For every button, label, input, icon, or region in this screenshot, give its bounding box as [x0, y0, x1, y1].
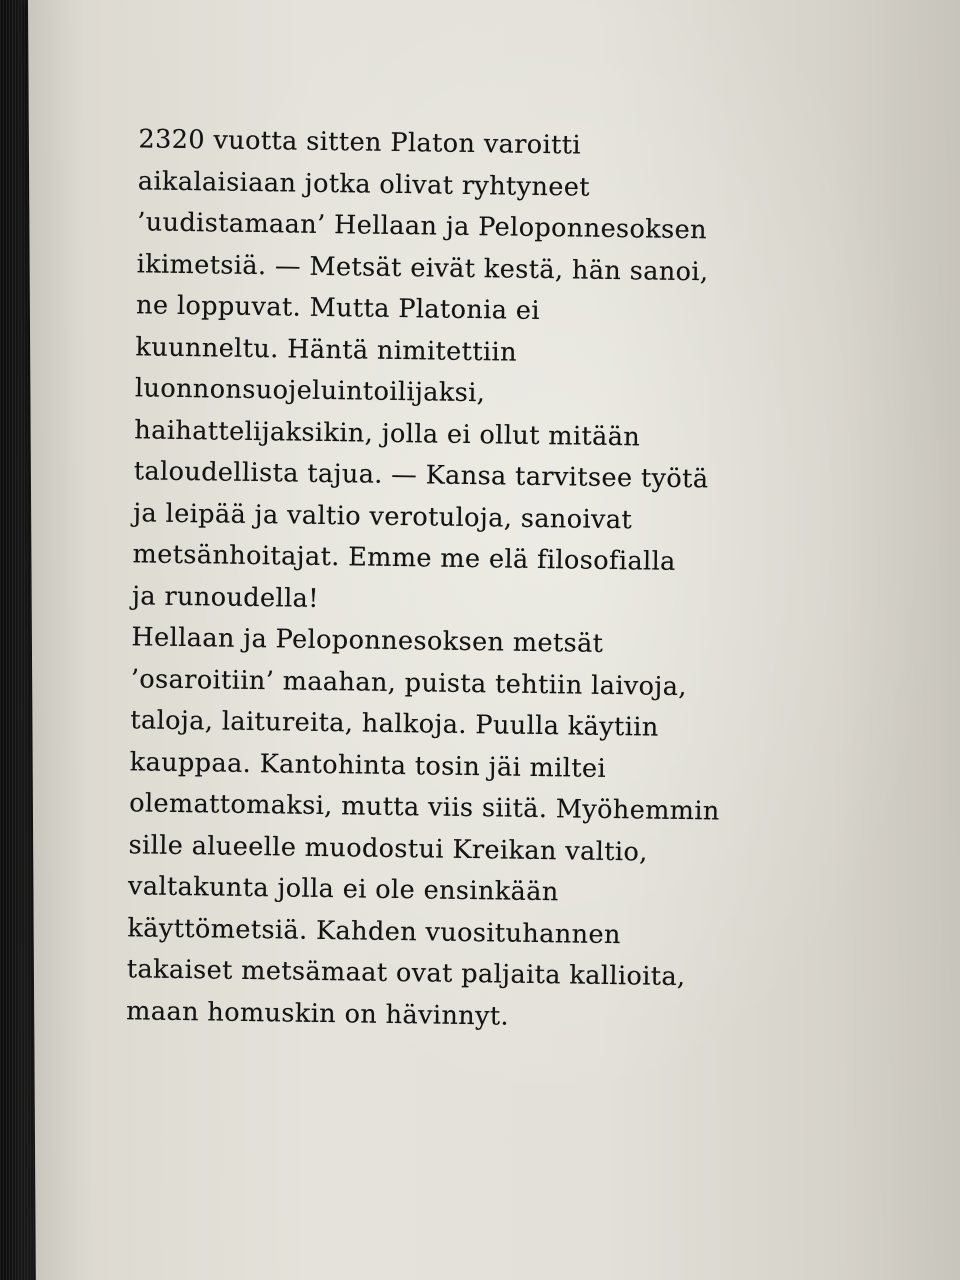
text-line: kauppaa. Kantohinta tosin jäi miltei: [129, 746, 607, 784]
text-line: 2320 vuotta sitten Platon varoitti: [138, 124, 582, 161]
text-line: olemattomaksi, mutta viis siitä. Myöhemmin: [128, 788, 720, 827]
text-line: haihattelijaksikin, jolla ei ollut mitään: [134, 414, 641, 452]
book-page: [28, 0, 960, 1280]
text-line: taloudellista tajua. — Kansa tarvitsee työtä: [133, 456, 709, 495]
body-text: [126, 119, 839, 1042]
text-line: ikimetsiä. — Metsät eivät kestä, hän sanoi,: [136, 248, 709, 287]
text-line: ja leipää ja valtio verotuloja, sanoivat: [133, 497, 633, 535]
text-line: käyttömetsiä. Kahden vuosituhannen: [127, 912, 621, 950]
text-line: luonnonsuojeluintoilijaksi,: [134, 373, 486, 409]
text-line: ja runoudella!: [131, 580, 320, 614]
text-line: sille alueelle muodostui Kreikan valtio,: [128, 829, 648, 868]
text-line: Hellaan ja Peloponnesoksen metsät: [131, 622, 604, 659]
text-line: metsänhoitajat. Emme me elä filosofialla: [132, 539, 676, 577]
text-line: ’uudistamaan’ Hellaan ja Peloponnesoksen: [137, 207, 708, 246]
text-line: kuunneltu. Häntä nimitettiin: [135, 331, 518, 368]
text-line: taloja, laitureita, halkoja. Puulla käytiin: [130, 705, 659, 743]
text-line: ’osaroitiin’ maahan, puista tehtiin laivoja,: [130, 663, 688, 702]
text-line: valtakunta jolla ei ole ensinkään: [127, 871, 559, 908]
text-line: maan homuskin on hävinnyt.: [126, 995, 510, 1032]
text-line: takaiset metsämaat ovat paljaita kallioita,: [126, 954, 686, 993]
text-line: aikalaisiaan jotka olivat ryhtyneet: [137, 165, 591, 203]
text-line: ne loppuvat. Mutta Platonia ei: [135, 290, 541, 326]
